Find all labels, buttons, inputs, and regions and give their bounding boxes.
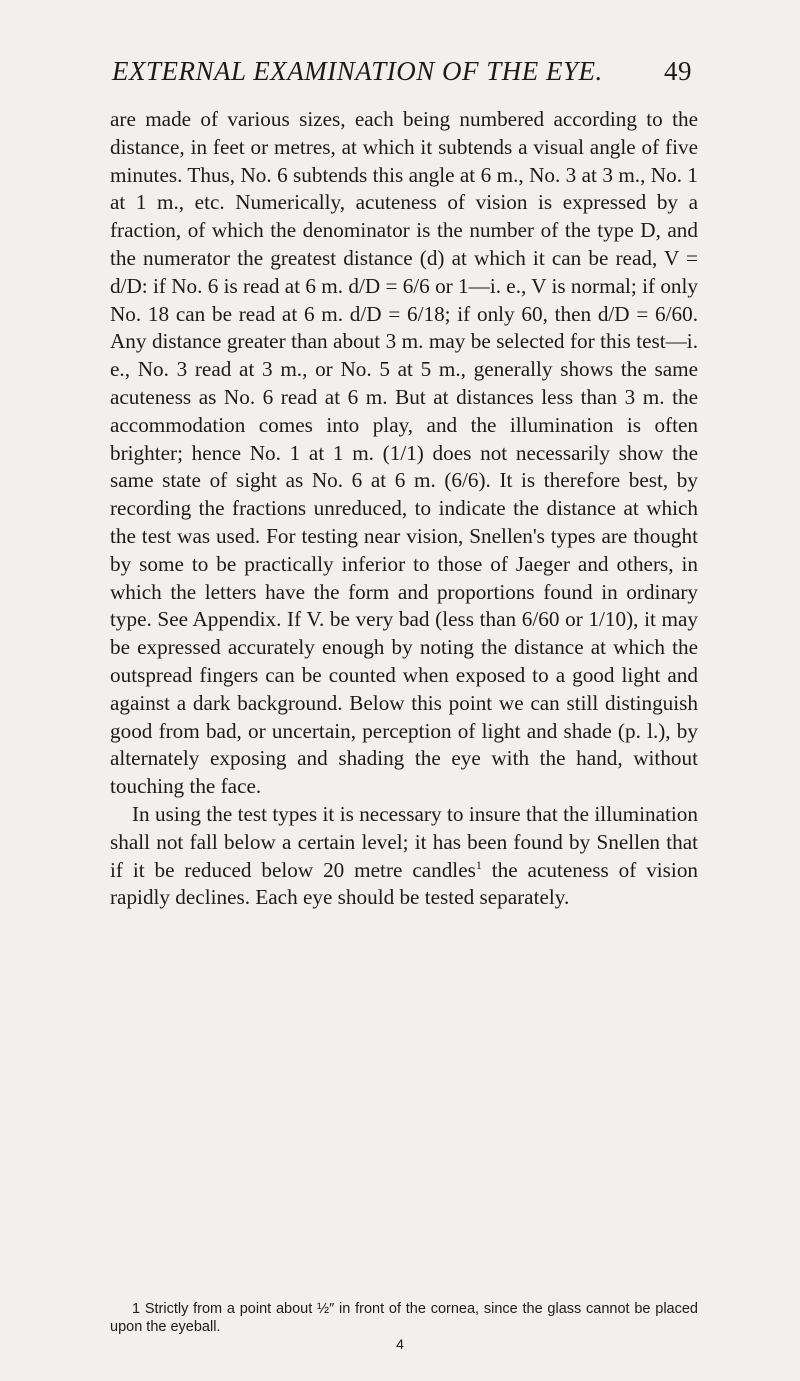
signature-mark: 4: [396, 1336, 404, 1352]
running-head-title: EXTERNAL EXAMINATION OF THE EYE.: [112, 56, 603, 86]
footnote-text: 1 Strictly from a point about ½″ in front of the cornea, since the glass cannot be placed upon the eyeball.: [110, 1301, 698, 1335]
paragraph-2: [110, 801, 698, 912]
footnote: [110, 1300, 698, 1336]
footnote-marker: 1: [475, 857, 482, 872]
paragraph-1: are made of various sizes, each being numbered according to the distance, in feet or metres, at which it subtends a visual angle of five minutes. Thus, No. 6 subtends this angle at 6 m., No. 3 at 3 m., No. 1 at 1 m., etc. Numerically, acuteness of vision is expressed by a fraction, of which the denominator is the number of the type D, and the numerator the greatest distance (d) at which it can be read, V = d/D: if No. 6 is read at 6 m. d/D = 6/6 or 1—i. e., V is normal; if only No. 18 can be read at 6 m. d/D = 6/18; if only 60, then d/D = 6/60. Any distance greater than about 3 m. may be selected for this test—i. e., No. 3 read at 3 m., or No. 5 at 5 m., generally shows the same acuteness as No. 6 read at 6 m. But at distances less than 3 m. the accommodation comes into play, and the illumination is often brighter; hence No. 1 at 1 m. (1/1) does not necessarily show the same state of sight as No. 6 at 6 m. (6/6). It is therefore best, by recording the fractions unreduced, to indicate the distance at which the test was used. For testing near vision, Snellen's types are thought by some to be practically inferior to those of Jaeger and others, in which the letters have the form and proportions found in ordinary type. See Appendix. If V. be very bad (less than 6/60 or 1/10), it may be expressed accurately enough by noting the distance at which the outspread fingers can be counted when exposed to a good light and against a dark background. Below this point we can still distinguish good from bad, or uncertain, perception of light and shade (p. l.), by alternately exposing and shading the eye with the hand, without touching the face.: [110, 107, 698, 799]
body-text: [110, 106, 698, 912]
paragraph-2-text: In using the test types it is necessary to insure that the illumination shall not fall below a certain level; it has been found by Snellen that if it be reduced below 20 metre candles: [110, 801, 698, 882]
paragraph-2-continuation: the acuteness of vision rapidly declines. Each eye should be tested separately.: [110, 857, 699, 910]
page-number: 49: [664, 56, 692, 86]
